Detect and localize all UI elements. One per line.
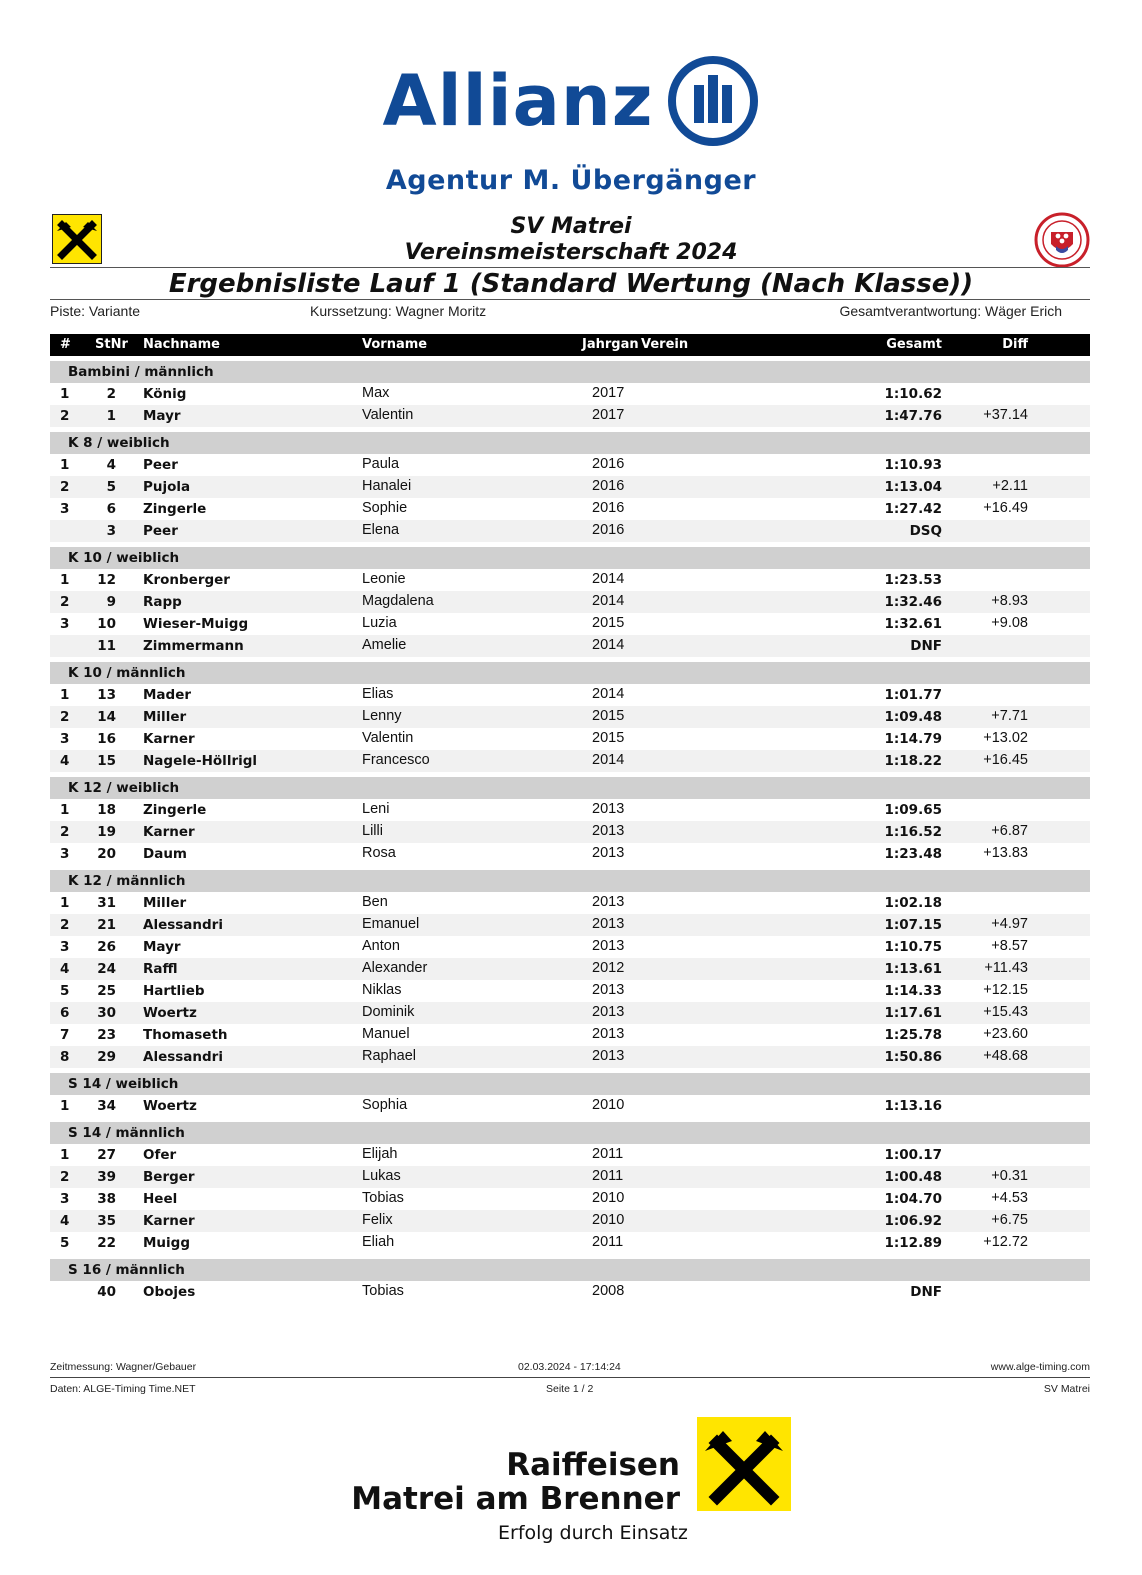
year-cell: 2016 — [592, 500, 625, 516]
rank-cell: 1 — [60, 1147, 70, 1163]
table-row — [50, 684, 1090, 706]
col-lastname-header: Nachname — [143, 337, 221, 352]
lastname-cell: Berger — [143, 1169, 195, 1185]
diff-cell: +0.31 — [991, 1168, 1028, 1184]
firstname-cell: Magdalena — [362, 593, 434, 609]
stnr-cell: 18 — [97, 802, 116, 818]
category-header — [50, 1122, 1090, 1144]
col-firstname-header: Vorname — [362, 337, 428, 352]
stnr-cell: 15 — [97, 753, 116, 769]
lastname-cell: Raffl — [143, 961, 178, 977]
rank-cell: 3 — [60, 616, 70, 632]
diff-cell: +16.49 — [983, 500, 1028, 516]
lastname-cell: Woertz — [143, 1098, 197, 1114]
year-cell: 2013 — [592, 845, 625, 861]
diff-cell: +9.08 — [991, 615, 1028, 631]
col-stnr-header: StNr — [95, 337, 128, 352]
total-time-cell: 1:25.78 — [884, 1027, 942, 1043]
firstname-cell: Tobias — [362, 1283, 404, 1299]
year-cell: 2015 — [592, 615, 625, 631]
diff-cell: +12.72 — [983, 1234, 1028, 1250]
rank-cell: 1 — [60, 386, 70, 402]
stnr-cell: 31 — [97, 895, 116, 911]
table-row — [50, 520, 1090, 542]
rank-cell: 3 — [60, 501, 70, 517]
lastname-cell: Mayr — [143, 408, 181, 424]
course-setter-info: Kurssetzung: Wagner Moritz — [310, 303, 487, 319]
stnr-cell: 16 — [97, 731, 116, 747]
firstname-cell: Leni — [362, 801, 390, 817]
stnr-cell: 23 — [97, 1027, 116, 1043]
diff-cell: +4.97 — [991, 916, 1028, 932]
rank-cell: 1 — [60, 895, 70, 911]
col-rank-header: # — [60, 337, 71, 352]
footer-page: Seite 1 / 2 — [546, 1383, 594, 1395]
rank-cell: 1 — [60, 802, 70, 818]
table-row — [50, 476, 1090, 498]
category-header — [50, 361, 1090, 383]
firstname-cell: Rosa — [362, 845, 396, 861]
category-header — [50, 870, 1090, 892]
lastname-cell: Zingerle — [143, 802, 207, 818]
total-time-cell: 1:13.16 — [884, 1098, 942, 1114]
firstname-cell: Alexander — [362, 960, 428, 976]
allianz-agency: Agentur M. Übergänger — [385, 165, 757, 196]
lastname-cell: Ofer — [143, 1147, 177, 1163]
lastname-cell: Mader — [143, 687, 192, 703]
rank-cell: 3 — [60, 1191, 70, 1207]
stnr-cell: 2 — [106, 386, 116, 402]
rank-cell: 2 — [60, 1169, 70, 1185]
table-row — [50, 1166, 1090, 1188]
raiffeisen-name — [351, 1448, 680, 1516]
stnr-cell: 11 — [97, 638, 116, 654]
footer-divider — [50, 1377, 1090, 1378]
stnr-cell: 10 — [97, 616, 116, 632]
diff-cell: +48.68 — [983, 1048, 1028, 1064]
table-row — [50, 750, 1090, 772]
year-cell: 2016 — [592, 478, 625, 494]
rank-cell: 1 — [60, 572, 70, 588]
stnr-cell: 6 — [106, 501, 116, 517]
total-time-cell: 1:10.93 — [884, 457, 942, 473]
firstname-cell: Raphael — [362, 1048, 417, 1064]
firstname-cell: Leonie — [362, 571, 406, 587]
category-name: Bambini / männlich — [68, 364, 214, 380]
table-row — [50, 613, 1090, 635]
year-cell: 2016 — [592, 456, 625, 472]
total-time-cell: 1:23.48 — [884, 846, 942, 862]
lastname-cell: Woertz — [143, 1005, 197, 1021]
table-row — [50, 1232, 1090, 1254]
footer-club: SV Matrei — [1043, 1383, 1090, 1395]
table-header — [50, 334, 1090, 356]
total-time-cell: 1:02.18 — [884, 895, 942, 911]
allianz-banner — [0, 55, 1142, 196]
stnr-cell: 12 — [97, 572, 116, 588]
firstname-cell: Dominik — [362, 1004, 415, 1020]
diff-cell: +8.93 — [991, 593, 1028, 609]
year-cell: 2010 — [592, 1212, 625, 1228]
lastname-cell: Zimmermann — [143, 638, 244, 654]
table-row — [50, 958, 1090, 980]
stnr-cell: 26 — [97, 939, 116, 955]
rank-cell: 4 — [60, 753, 70, 769]
firstname-cell: Tobias — [362, 1190, 404, 1206]
lastname-cell: Hartlieb — [143, 983, 205, 999]
total-time-cell: DNF — [910, 1284, 942, 1300]
table-row — [50, 1210, 1090, 1232]
rank-cell: 6 — [60, 1005, 70, 1021]
category-name: K 12 / weiblich — [68, 780, 180, 796]
year-cell: 2016 — [592, 522, 625, 538]
firstname-cell: Felix — [362, 1212, 393, 1228]
raiffeisen-gable-icon — [697, 1417, 791, 1511]
table-row — [50, 1002, 1090, 1024]
year-cell: 2013 — [592, 916, 625, 932]
total-time-cell: 1:47.76 — [884, 408, 942, 424]
year-cell: 2010 — [592, 1190, 625, 1206]
firstname-cell: Valentin — [362, 730, 414, 746]
diff-cell: +13.83 — [983, 845, 1028, 861]
allianz-wordmark: Allianz — [382, 60, 654, 142]
year-cell: 2014 — [592, 637, 625, 653]
table-row — [50, 498, 1090, 520]
lastname-cell: Karner — [143, 731, 195, 747]
table-row — [50, 914, 1090, 936]
total-time-cell: 1:14.33 — [884, 983, 942, 999]
diff-cell: +4.53 — [991, 1190, 1028, 1206]
table-row — [50, 980, 1090, 1002]
stnr-cell: 25 — [97, 983, 116, 999]
category-header — [50, 1259, 1090, 1281]
total-time-cell: 1:04.70 — [884, 1191, 942, 1207]
category-header — [50, 432, 1090, 454]
lastname-cell: Miller — [143, 709, 187, 725]
results-table — [50, 334, 1090, 1303]
stnr-cell: 40 — [97, 1284, 116, 1300]
stnr-cell: 3 — [106, 523, 116, 539]
diff-cell: +13.02 — [983, 730, 1028, 746]
piste-info: Piste: Variante — [50, 303, 141, 319]
responsible-info: Gesamtverantwortung: Wäger Erich — [839, 303, 1062, 319]
club-name: SV Matrei — [510, 214, 632, 239]
lastname-cell: Alessandri — [143, 1049, 223, 1065]
total-time-cell: DSQ — [909, 523, 942, 539]
table-row — [50, 821, 1090, 843]
firstname-cell: Elias — [362, 686, 394, 702]
lastname-cell: Heel — [143, 1191, 178, 1207]
firstname-cell: Eliah — [362, 1234, 395, 1250]
diff-cell: +2.11 — [992, 478, 1028, 494]
raiffeisen-line2: Matrei am Brenner — [351, 1481, 680, 1517]
firstname-cell: Amelie — [362, 637, 407, 653]
lastname-cell: Nagele-Höllrigl — [143, 753, 258, 769]
table-row — [50, 1188, 1090, 1210]
total-time-cell: 1:50.86 — [884, 1049, 942, 1065]
rank-cell: 4 — [60, 961, 70, 977]
stnr-cell: 20 — [97, 846, 116, 862]
year-cell: 2011 — [592, 1146, 624, 1162]
header-divider — [50, 267, 1090, 268]
total-time-cell: DNF — [910, 638, 942, 654]
rank-cell: 2 — [60, 709, 70, 725]
total-time-cell: 1:01.77 — [884, 687, 942, 703]
firstname-cell: Lukas — [362, 1168, 401, 1184]
year-cell: 2013 — [592, 938, 625, 954]
year-cell: 2017 — [592, 407, 625, 423]
firstname-cell: Max — [362, 385, 390, 401]
total-time-cell: 1:00.48 — [884, 1169, 942, 1185]
year-cell: 2013 — [592, 801, 625, 817]
diff-cell: +15.43 — [983, 1004, 1028, 1020]
firstname-cell: Sophia — [362, 1097, 408, 1113]
lastname-cell: Pujola — [143, 479, 191, 495]
stnr-cell: 21 — [97, 917, 116, 933]
year-cell: 2013 — [592, 1026, 625, 1042]
total-time-cell: 1:10.75 — [884, 939, 942, 955]
stnr-cell: 9 — [106, 594, 116, 610]
table-row — [50, 591, 1090, 613]
category-name: S 14 / männlich — [68, 1125, 185, 1141]
lastname-cell: Rapp — [143, 594, 182, 610]
table-row — [50, 454, 1090, 476]
category-name: K 10 / männlich — [68, 665, 186, 681]
category-name: K 12 / männlich — [68, 873, 186, 889]
stnr-cell: 14 — [97, 709, 116, 725]
year-cell: 2008 — [592, 1283, 625, 1299]
total-time-cell: 1:32.46 — [884, 594, 942, 610]
stnr-cell: 4 — [106, 457, 116, 473]
firstname-cell: Emanuel — [362, 916, 420, 932]
table-row — [50, 635, 1090, 657]
rank-cell: 8 — [60, 1049, 70, 1065]
list-title: Ergebnisliste Lauf 1 (Standard Wertung (Nach Klasse)) — [168, 269, 974, 299]
diff-cell: +11.43 — [984, 960, 1028, 976]
table-row — [50, 569, 1090, 591]
year-cell: 2017 — [592, 385, 625, 401]
diff-cell: +6.87 — [991, 823, 1028, 839]
stnr-cell: 5 — [106, 479, 116, 495]
year-cell: 2010 — [592, 1097, 625, 1113]
category-header — [50, 547, 1090, 569]
rank-cell: 7 — [60, 1027, 70, 1043]
firstname-cell: Paula — [362, 456, 400, 472]
rank-cell: 4 — [60, 1213, 70, 1229]
lastname-cell: Wieser-Muigg — [143, 616, 249, 632]
footer-website: www.alge-timing.com — [990, 1361, 1090, 1373]
col-year-header: Jahrgan — [582, 337, 639, 352]
lastname-cell: Kronberger — [143, 572, 230, 588]
total-time-cell: 1:27.42 — [884, 501, 942, 517]
firstname-cell: Ben — [362, 894, 388, 910]
rank-cell: 3 — [60, 731, 70, 747]
lastname-cell: Peer — [143, 457, 178, 473]
firstname-cell: Lenny — [362, 708, 402, 724]
total-time-cell: 1:12.89 — [884, 1235, 942, 1251]
lastname-cell: König — [143, 386, 187, 402]
stnr-cell: 35 — [97, 1213, 116, 1229]
category-header — [50, 777, 1090, 799]
year-cell: 2011 — [592, 1234, 624, 1250]
header-titles — [0, 214, 1142, 266]
rank-cell: 2 — [60, 594, 70, 610]
total-time-cell: 1:32.61 — [884, 616, 942, 632]
table-row — [50, 1281, 1090, 1303]
total-time-cell: 1:06.92 — [884, 1213, 942, 1229]
col-club-header: Verein — [641, 337, 689, 352]
stnr-cell: 1 — [106, 408, 116, 424]
total-time-cell: 1:07.15 — [884, 917, 942, 933]
table-row — [50, 1095, 1090, 1117]
stnr-cell: 38 — [97, 1191, 116, 1207]
stnr-cell: 29 — [97, 1049, 116, 1065]
diff-cell: +12.15 — [983, 982, 1028, 998]
stnr-cell: 39 — [97, 1169, 116, 1185]
year-cell: 2014 — [592, 593, 625, 609]
stnr-cell: 22 — [97, 1235, 116, 1251]
title-divider — [50, 299, 1090, 300]
firstname-cell: Lilli — [362, 823, 383, 839]
col-diff-header: Diff — [1002, 337, 1028, 352]
lastname-cell: Daum — [143, 846, 187, 862]
lastname-cell: Zingerle — [143, 501, 207, 517]
year-cell: 2013 — [592, 823, 625, 839]
rank-cell: 1 — [60, 687, 70, 703]
total-time-cell: 1:13.61 — [884, 961, 942, 977]
year-cell: 2014 — [592, 571, 625, 587]
diff-cell: +8.57 — [991, 938, 1028, 954]
lastname-cell: Alessandri — [143, 917, 223, 933]
rank-cell: 5 — [60, 983, 70, 999]
total-time-cell: 1:18.22 — [884, 753, 942, 769]
year-cell: 2013 — [592, 894, 625, 910]
table-row — [50, 843, 1090, 865]
total-time-cell: 1:16.52 — [884, 824, 942, 840]
firstname-cell: Luzia — [362, 615, 397, 631]
table-row — [50, 1144, 1090, 1166]
lastname-cell: Karner — [143, 824, 195, 840]
firstname-cell: Elijah — [362, 1146, 398, 1162]
year-cell: 2011 — [592, 1168, 624, 1184]
table-row — [50, 728, 1090, 750]
diff-cell: +37.14 — [983, 407, 1028, 423]
table-row — [50, 1024, 1090, 1046]
stnr-cell: 13 — [97, 687, 116, 703]
firstname-cell: Manuel — [362, 1026, 410, 1042]
footer-timing: Zeitmessung: Wagner/Gebauer — [50, 1361, 197, 1373]
year-cell: 2014 — [592, 686, 625, 702]
diff-cell: +23.60 — [983, 1026, 1028, 1042]
firstname-cell: Niklas — [362, 982, 402, 998]
rank-cell: 1 — [60, 1098, 70, 1114]
stnr-cell: 34 — [97, 1098, 116, 1114]
lastname-cell: Peer — [143, 523, 178, 539]
footer-data-source: Daten: ALGE-Timing Time.NET — [50, 1383, 196, 1395]
diff-cell: +6.75 — [991, 1212, 1028, 1228]
footer-datetime: 02.03.2024 - 17:14:24 — [518, 1361, 621, 1373]
year-cell: 2013 — [592, 1048, 625, 1064]
rank-cell: 3 — [60, 939, 70, 955]
diff-cell: +7.71 — [991, 708, 1028, 724]
year-cell: 2012 — [592, 960, 625, 976]
total-time-cell: 1:23.53 — [884, 572, 942, 588]
lastname-cell: Miller — [143, 895, 187, 911]
category-header — [50, 662, 1090, 684]
category-name: S 14 / weiblich — [68, 1076, 179, 1092]
year-cell: 2015 — [592, 708, 625, 724]
table-row — [50, 1046, 1090, 1068]
firstname-cell: Anton — [362, 938, 400, 954]
allianz-eagle-icon — [667, 55, 759, 147]
year-cell: 2013 — [592, 982, 625, 998]
table-row — [50, 706, 1090, 728]
lastname-cell: Thomaseth — [143, 1027, 228, 1043]
raiffeisen-line1: Raiffeisen — [506, 1447, 680, 1483]
total-time-cell: 1:14.79 — [884, 731, 942, 747]
category-name: K 8 / weiblich — [68, 435, 170, 451]
firstname-cell: Francesco — [362, 752, 430, 768]
total-time-cell: 1:00.17 — [884, 1147, 942, 1163]
total-time-cell: 1:17.61 — [884, 1005, 942, 1021]
lastname-cell: Karner — [143, 1213, 195, 1229]
total-time-cell: 1:09.65 — [884, 802, 942, 818]
firstname-cell: Valentin — [362, 407, 414, 423]
col-total-header: Gesamt — [886, 337, 942, 352]
total-time-cell: 1:09.48 — [884, 709, 942, 725]
year-cell: 2013 — [592, 1004, 625, 1020]
year-cell: 2014 — [592, 752, 625, 768]
table-row — [50, 799, 1090, 821]
stnr-cell: 24 — [97, 961, 116, 977]
firstname-cell: Hanalei — [362, 478, 412, 494]
category-name: K 10 / weiblich — [68, 550, 180, 566]
raiffeisen-slogan: Erfolg durch Einsatz — [498, 1522, 688, 1544]
total-time-cell: 1:10.62 — [884, 386, 942, 402]
stnr-cell: 30 — [97, 1005, 116, 1021]
rank-cell: 1 — [60, 457, 70, 473]
firstname-cell: Sophie — [362, 500, 408, 516]
event-name: Vereinsmeisterschaft 2024 — [404, 240, 738, 265]
category-name: S 16 / männlich — [68, 1262, 185, 1278]
rank-cell: 2 — [60, 408, 70, 424]
total-time-cell: 1:13.04 — [884, 479, 942, 495]
rank-cell: 3 — [60, 846, 70, 862]
stnr-cell: 27 — [97, 1147, 116, 1163]
rank-cell: 5 — [60, 1235, 70, 1251]
table-row — [50, 892, 1090, 914]
rank-cell: 2 — [60, 479, 70, 495]
rank-cell: 2 — [60, 824, 70, 840]
lastname-cell: Mayr — [143, 939, 181, 955]
year-cell: 2015 — [592, 730, 625, 746]
rank-cell: 2 — [60, 917, 70, 933]
table-row — [50, 383, 1090, 405]
category-header — [50, 1073, 1090, 1095]
table-row — [50, 405, 1090, 427]
stnr-cell: 19 — [97, 824, 116, 840]
table-row — [50, 936, 1090, 958]
firstname-cell: Elena — [362, 522, 400, 538]
lastname-cell: Obojes — [143, 1284, 196, 1300]
diff-cell: +16.45 — [983, 752, 1028, 768]
lastname-cell: Muigg — [143, 1235, 190, 1251]
